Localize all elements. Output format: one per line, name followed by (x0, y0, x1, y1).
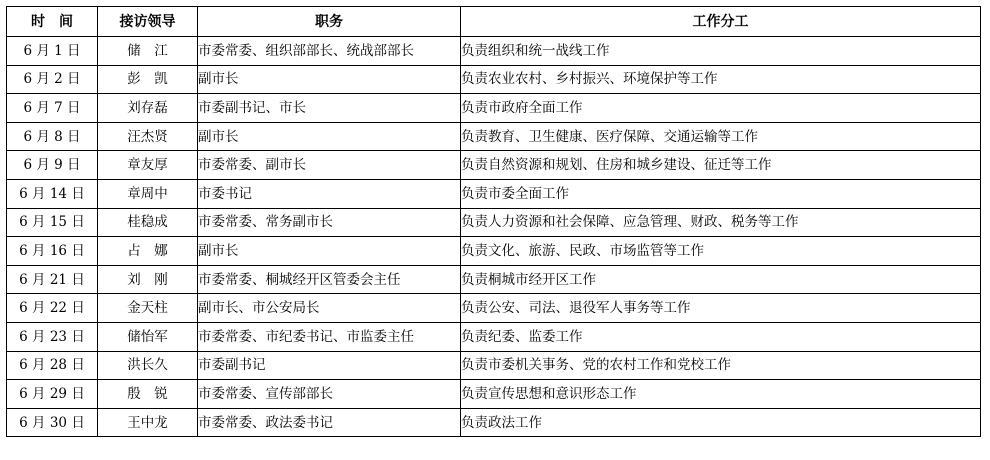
table-row (7, 351, 981, 380)
table-row (7, 294, 981, 323)
date-cell: 6 月 8 日 (7, 122, 98, 151)
leader-cell: 桂稳成 (98, 208, 198, 237)
duty-cell: 负责宣传思想和意识形态工作 (461, 380, 981, 409)
date-cell: 6 月 21 日 (7, 265, 98, 294)
leader-cell: 殷 锐 (98, 380, 198, 409)
duty-cell: 负责市政府全面工作 (461, 94, 981, 123)
duty-cell: 负责文化、旅游、民政、市场监管等工作 (461, 237, 981, 266)
header-date: 时 间 (7, 7, 98, 37)
duty-cell: 负责公安、司法、退役军人事务等工作 (461, 294, 981, 323)
position-cell: 市委常委、组织部部长、统战部部长 (198, 37, 461, 66)
table-row (7, 265, 981, 294)
date-cell: 6 月 23 日 (7, 322, 98, 351)
table-row (7, 322, 981, 351)
position-cell: 市委常委、市纪委书记、市监委主任 (198, 322, 461, 351)
leader-cell: 王中龙 (98, 408, 198, 437)
date-cell: 6 月 29 日 (7, 380, 98, 409)
position-cell: 市委书记 (198, 179, 461, 208)
position-cell: 副市长 (198, 237, 461, 266)
duty-cell: 负责纪委、监委工作 (461, 322, 981, 351)
position-cell: 市委常委、桐城经开区管委会主任 (198, 265, 461, 294)
position-cell: 副市长、市公安局长 (198, 294, 461, 323)
leader-cell: 刘 刚 (98, 265, 198, 294)
date-cell: 6 月 15 日 (7, 208, 98, 237)
date-cell: 6 月 16 日 (7, 237, 98, 266)
duty-cell: 负责农业农村、乡村振兴、环境保护等工作 (461, 65, 981, 94)
date-cell: 6 月 9 日 (7, 151, 98, 180)
header-duty: 工作分工 (461, 7, 981, 37)
table-row (7, 380, 981, 409)
leader-cell: 彭 凯 (98, 65, 198, 94)
duty-cell: 负责教育、卫生健康、医疗保障、交通运输等工作 (461, 122, 981, 151)
position-cell: 市委常委、常务副市长 (198, 208, 461, 237)
leader-cell: 储怡军 (98, 322, 198, 351)
table-row (7, 237, 981, 266)
date-cell: 6 月 30 日 (7, 408, 98, 437)
position-cell: 市委常委、副市长 (198, 151, 461, 180)
duty-cell: 负责组织和统一战线工作 (461, 37, 981, 66)
position-cell: 市委常委、宣传部部长 (198, 380, 461, 409)
position-cell: 市委常委、政法委书记 (198, 408, 461, 437)
table-row (7, 408, 981, 437)
duty-cell: 负责市委全面工作 (461, 179, 981, 208)
date-cell: 6 月 22 日 (7, 294, 98, 323)
leader-cell: 章周中 (98, 179, 198, 208)
header-leader: 接访领导 (98, 7, 198, 37)
position-cell: 副市长 (198, 65, 461, 94)
table-row (7, 94, 981, 123)
duty-cell: 负责自然资源和规划、住房和城乡建设、征迁等工作 (461, 151, 981, 180)
duty-cell: 负责人力资源和社会保障、应急管理、财政、税务等工作 (461, 208, 981, 237)
leader-cell: 洪长久 (98, 351, 198, 380)
duty-cell: 负责桐城市经开区工作 (461, 265, 981, 294)
date-cell: 6 月 7 日 (7, 94, 98, 123)
table-row (7, 37, 981, 66)
reception-schedule-table (6, 6, 981, 437)
table-row (7, 151, 981, 180)
table-row (7, 65, 981, 94)
header-position: 职务 (198, 7, 461, 37)
leader-cell: 汪杰贤 (98, 122, 198, 151)
leader-cell: 金天柱 (98, 294, 198, 323)
date-cell: 6 月 2 日 (7, 65, 98, 94)
position-cell: 市委副书记、市长 (198, 94, 461, 123)
duty-cell: 负责市委机关事务、党的农村工作和党校工作 (461, 351, 981, 380)
leader-cell: 刘存磊 (98, 94, 198, 123)
date-cell: 6 月 14 日 (7, 179, 98, 208)
position-cell: 副市长 (198, 122, 461, 151)
header-row (7, 7, 981, 37)
date-cell: 6 月 1 日 (7, 37, 98, 66)
leader-cell: 占 娜 (98, 237, 198, 266)
date-cell: 6 月 28 日 (7, 351, 98, 380)
table-row (7, 122, 981, 151)
table-row (7, 208, 981, 237)
leader-cell: 章友厚 (98, 151, 198, 180)
duty-cell: 负责政法工作 (461, 408, 981, 437)
table-row (7, 179, 981, 208)
leader-cell: 储 江 (98, 37, 198, 66)
position-cell: 市委副书记 (198, 351, 461, 380)
